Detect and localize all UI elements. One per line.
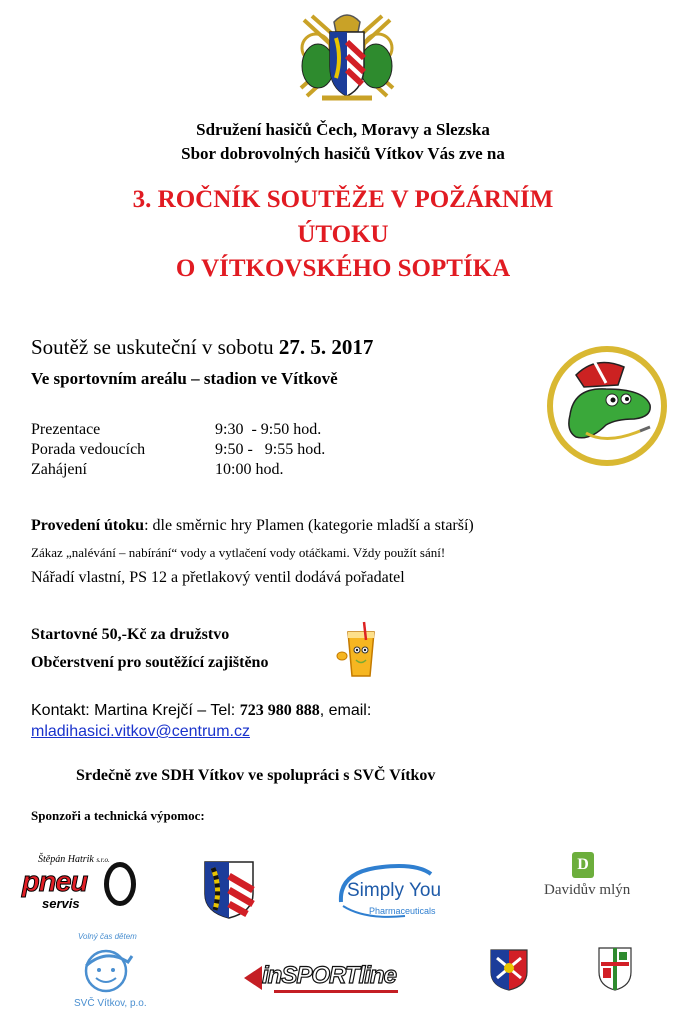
daviduv-mlyn-text: Davidův mlýn [544,882,631,898]
closing-invitation: Srdečně zve SDH Vítkov ve spolupráci s SVČ Vítkov [76,767,436,784]
insportline-underline [274,990,398,993]
event-title-line-1: 3. ROČNÍK SOUTĚŽE V POŽÁRNÍM [132,186,554,213]
insportline-text: inSPORTline [262,962,396,989]
rules-line-1 [31,517,474,535]
refreshments: Občerstvení pro soutěžící zajištěno [31,654,269,671]
event-venue: Ve sportovním areálu – stadion ve Vítkově [31,369,338,388]
simply-you-main-text: Simply You [347,880,442,901]
contact-line [31,702,371,720]
start-fee: Startovné 50,-Kč za družstvo [31,626,230,643]
insportline-arrow-icon [244,966,262,990]
rules-lead-rest: : dle směrnic hry Plamen (kategorie mladší a starší) [144,517,474,534]
sponsor-logo-simply-you [335,862,445,926]
contact-prefix: Kontakt: Martina Krejčí – Tel: [31,702,236,719]
rules-line-2: Zákaz „nalévání – nabírání“ vody a vytlačení vody otáčkami. Vždy použít sání! [31,545,446,560]
sponsor-logo-daviduv-mlyn [540,852,630,904]
rules-lead: Provedení útoku [31,517,145,534]
drink-cartoon-icon [336,620,386,682]
contact-phone: 723 980 888 [239,702,320,719]
event-title-line-2: ÚTOKU [297,221,389,248]
schedule-label: Zahájení [31,461,87,478]
sponsor-logo-coat-of-arms-green [597,946,633,992]
sponsor-logo-insportline [244,960,402,1000]
organisation-line-1: Sdružení hasičů Čech, Moravy a Slezska [196,120,490,139]
schedule-row [31,440,431,460]
daviduv-mlyn-emblem: D [572,852,594,878]
fire-brigade-crest [292,8,402,108]
sponsor-logo-coat-of-arms-red [489,948,529,992]
soptik-mascot-logo [546,345,668,467]
sponsor-logo-vitkov-coat-of-arms [203,860,255,920]
sponsors-heading: Sponzoři a technická výpomoc: [31,808,205,823]
simply-you-sub-text: Pharmaceuticals [369,906,436,916]
schedule-row [31,420,431,440]
schedule-time: 9:30 - 9:50 hod. [215,421,322,438]
sponsor-logo-svc-vitkov [66,932,146,1014]
schedule-label: Porada vedoucích [31,441,146,458]
pneu-tyre-icon [104,862,136,906]
schedule-row [31,460,431,480]
rules-line-3: Nářadí vlastní, PS 12 a přetlakový ventil dodává pořadatel [31,569,405,586]
pneu-owner-text: Štěpán Hatrik s.r.o. [38,854,110,865]
sponsor-logo-pneu-servis [16,852,142,918]
svc-face-icon [76,944,136,994]
contact-email-link[interactable]: mladihasici.vitkov@centrum.cz [31,723,250,740]
event-title-line-3: O VÍTKOVSKÉHO SOPTÍKA [175,255,511,282]
contact-email-prefix: , email: [319,702,372,719]
event-date-line [31,335,373,360]
schedule-time: 10:00 hod. [215,461,284,478]
event-date-prefix: Soutěž se uskuteční v sobotu [31,335,274,359]
pneu-main-text: pneu [22,866,88,898]
invitation-line: Sbor dobrovolných hasičů Vítkov Vás zve na [181,144,505,163]
schedule-label: Prezentace [31,421,101,438]
svc-top-text: Volný čas dětem [78,932,137,941]
schedule-time: 9:50 - 9:55 hod. [215,441,326,458]
pneu-sub-text: servis [42,896,80,911]
svc-bottom-text: SVČ Vítkov, p.o. [74,998,147,1009]
schedule-table [31,420,431,480]
event-date: 27. 5. 2017 [278,335,374,359]
